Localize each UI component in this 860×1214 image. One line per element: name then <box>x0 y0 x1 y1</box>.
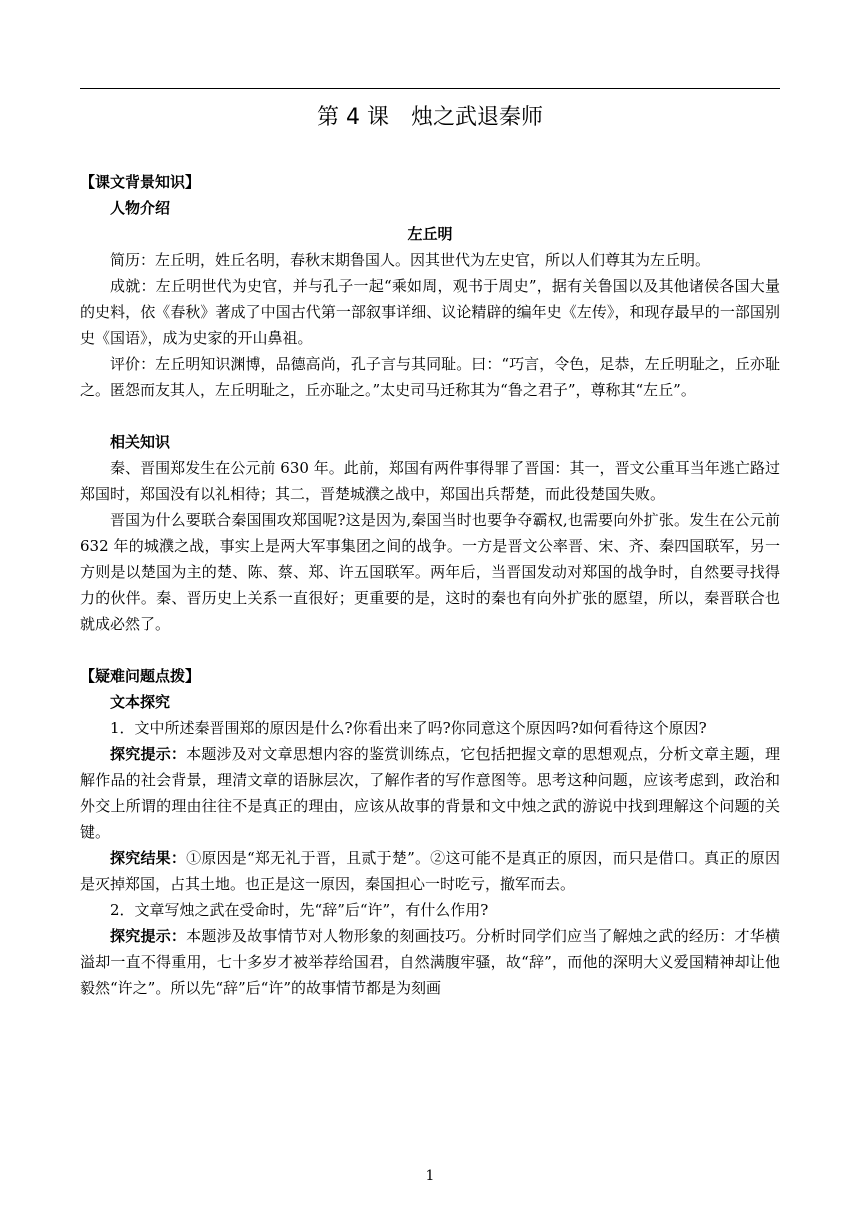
hint-1 <box>80 741 780 845</box>
hint-label: 探究提示： <box>110 745 187 763</box>
spacer <box>80 403 780 429</box>
question-1: 1．文中所述秦晋围郑的原因是什么?你看出来了吗?你同意这个原因吗?如何看待这个原因? <box>110 719 707 737</box>
paragraph-achievement: 成就：左丘明世代为史官，并与孔子一起“乘如周，观书于周史”，据有关鲁国以及其他诸侯各国大量的史料，依《春秋》著成了中国古代第一部叙事详细、议论精辟的编年史《左传》，和现存最早的一部国别史《国语》，成为史家的开山鼻祖。 <box>80 277 780 347</box>
paragraph-siege-background: 秦、晋围郑发生在公元前 630 年。此前，郑国有两件事得罪了晋国：其一，晋文公重耳当年逃亡路过郑国时，郑国没有以礼相待；其二，晋楚城濮之战中，郑国出兵帮楚，而此役楚国失败。 <box>80 459 780 503</box>
page-number: 1 <box>425 1168 435 1184</box>
hint-2-text: 本题涉及故事情节对人物形象的刻画技巧。分析时同学们应当了解烛之武的经历：才华横溢却一直不得重用，七十多岁才被举荐给国君，自然满腹牢骚，故“辞”，而他的深明大义爱国精神却让他毅然“许之”。所以先“辞”后“许”的故事情节都是为刻画 <box>80 927 780 997</box>
hint-1-text: 本题涉及对文章思想内容的鉴赏训练点，它包括把握文章的思想观点，分析文章主题，理解作品的社会背景，理清文章的语脉层次，了解作者的写作意图等。思考这种问题，应该考虑到，政治和外交上所谓的理由往往不是真正的理由，应该从故事的背景和文中烛之武的游说中找到理解这个问题的关键。 <box>80 745 780 841</box>
hint-2 <box>80 923 780 1001</box>
spacer <box>80 637 780 663</box>
paragraph-alliance-reason: 晋国为什么要联合秦国围攻郑国呢?这是因为,秦国当时也要争夺霸权,也需要向外扩张。发生在公元前 632 年的城濮之战，事实上是两大军事集团之间的战争。一方是晋文公率晋、宋、齐、秦四国联军，另一方则是以楚国为主的楚、陈、蔡、郑、许五国联军。两年后，当晋国发动对郑国的战争时，自然要寻找得力的伙伴。秦、晋历史上关系一直很好；更重要的是，这时的秦也有向外扩张的愿望，所以，秦晋联合也就成必然了。 <box>80 511 780 633</box>
hint-label: 探究提示： <box>110 927 187 945</box>
paragraph-evaluation: 评价：左丘明知识渊博，品德高尚，孔子言与其同耻。曰：“巧言，令色，足恭，左丘明耻之，丘亦耻之。匿怨而友其人，左丘明耻之，丘亦耻之。”太史司马迁称其为“鲁之君子”，尊称其“左丘”。 <box>80 355 780 399</box>
person-name: 左丘明 <box>407 225 453 243</box>
document-body <box>80 103 780 1001</box>
paragraph-biography: 简历：左丘明，姓丘名明，春秋末期鲁国人。因其世代为左史官，所以人们尊其为左丘明。 <box>110 251 711 269</box>
subheading-person-intro: 人物介绍 <box>110 199 171 217</box>
subheading-text-inquiry: 文本探究 <box>110 693 171 711</box>
header-rule <box>80 88 780 89</box>
question-2: 2．文章写烛之武在受命时，先“辞”后“许”，有什么作用? <box>110 901 489 919</box>
page-title: 第 4 课 烛之武退秦师 <box>317 105 543 130</box>
subheading-related-knowledge: 相关知识 <box>110 433 171 451</box>
section-heading-difficult-questions: 【疑难问题点拨】 <box>80 667 201 685</box>
result-1-text: ①原因是“郑无礼于晋，且贰于楚”。②这可能不是真正的原因，而只是借口。真正的原因是灭掉郑国，占其土地。也正是这一原因，秦国担心一时吃亏，撤军而去。 <box>80 849 780 893</box>
result-1 <box>80 845 780 897</box>
result-label: 探究结果： <box>110 849 187 867</box>
section-heading-background: 【课文背景知识】 <box>80 173 201 191</box>
